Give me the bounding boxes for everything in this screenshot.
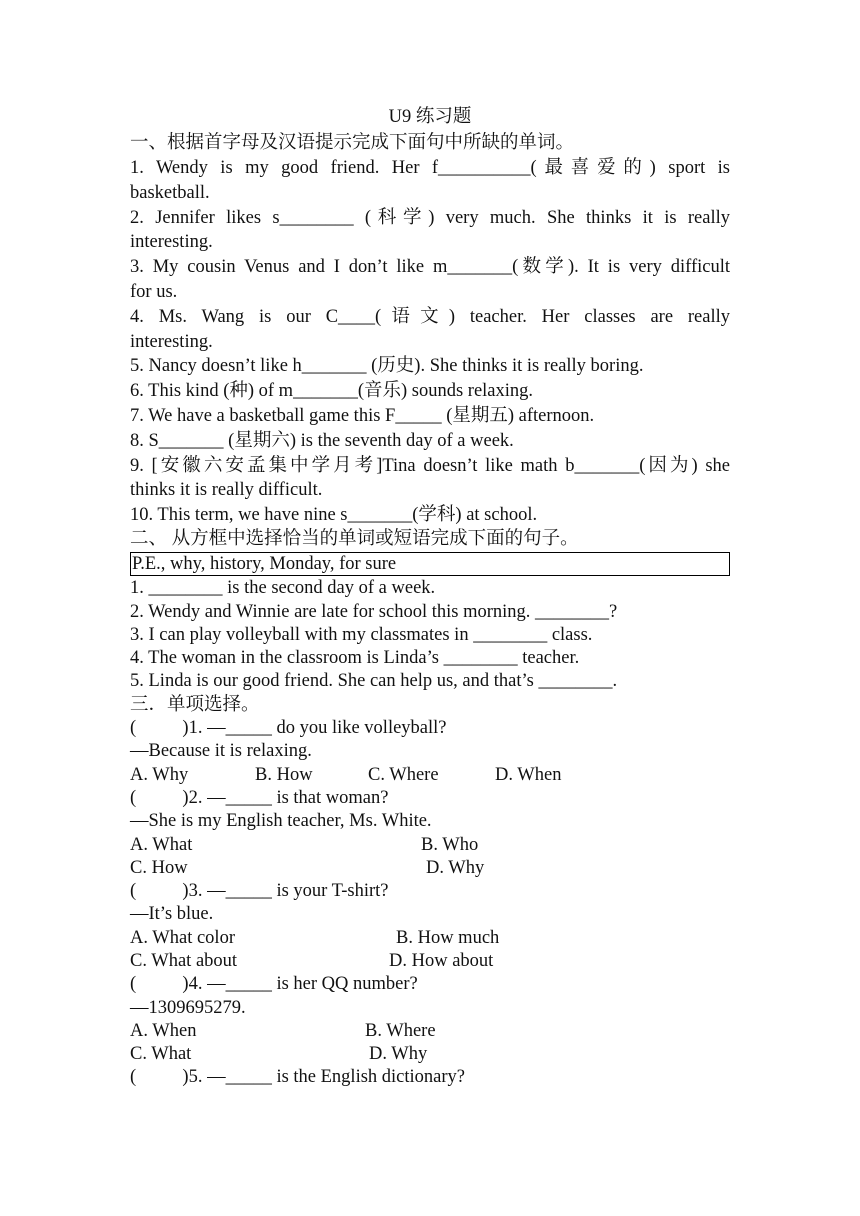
fill-in-item: 4. Ms. Wang is our C____(语文) teacher. Her classes are really — [130, 306, 730, 327]
box-sentence-item: 5. Linda is our good friend. She can help us, and that’s ________. — [130, 671, 618, 692]
section-2 — [130, 528, 730, 694]
fill-in-item: 7. We have a basketball game this F_____ (星期五) afternoon. — [130, 405, 595, 426]
mc-options-row — [130, 1043, 730, 1066]
mc-question: ( )2. —_____ is that woman? — [130, 787, 389, 808]
mc-question: ( )4. —_____ is her QQ number? — [130, 974, 418, 995]
mc-option: B. Where — [365, 1020, 436, 1041]
fill-in-item-continuation: thinks it is really difficult. — [130, 480, 323, 501]
mc-answer: —Because it is relaxing. — [130, 741, 312, 762]
box-sentence-item: 3. I can play volleyball with my classmates in ________ class. — [130, 624, 593, 645]
mc-answer: —She is my English teacher, Ms. White. — [130, 811, 432, 832]
mc-question: ( )3. —_____ is your T-shirt? — [130, 881, 389, 902]
mc-option: A. What — [130, 834, 193, 855]
mc-options-row — [130, 950, 730, 973]
box-sentence-item: 1. ________ is the second day of a week. — [130, 578, 436, 599]
mc-option: B. How — [255, 764, 313, 785]
box-sentence-item: 4. The woman in the classroom is Linda’s ________ teacher. — [130, 648, 580, 669]
mc-option: D. Why — [369, 1044, 428, 1065]
page-title: U9 练习题 — [388, 107, 472, 127]
mc-options-row — [130, 834, 730, 857]
mc-option: B. Who — [421, 834, 479, 855]
mc-question: ( )1. —_____ do you like volleyball? — [130, 718, 447, 739]
mc-option: D. Why — [426, 857, 485, 878]
fill-in-item: 2. Jennifer likes s________ (科学) very much. She thinks it is really — [130, 207, 730, 228]
fill-in-item: 9. [安徽六安孟集中学月考]Tina doesn’t like math b_______(因为) she — [130, 455, 730, 476]
mc-question: ( )5. —_____ is the English dictionary? — [130, 1067, 466, 1088]
mc-option: C. What — [130, 1044, 192, 1065]
mc-option: D. How about — [389, 951, 494, 971]
mc-option: C. Where — [368, 764, 439, 785]
box-sentence-item: 2. Wendy and Winnie are late for school this morning. ________? — [130, 601, 618, 622]
mc-option: D. When — [495, 764, 562, 785]
mc-answer: —It’s blue. — [130, 904, 214, 925]
fill-in-item: 6. This kind (种) of m_______(音乐) sounds relaxing. — [130, 381, 534, 402]
word-box: P.E., why, history, Monday, for sure — [130, 552, 730, 576]
mc-option: A. What color — [130, 927, 235, 948]
section-2-heading: 二、 从方框中选择恰当的单词或短语完成下面的句子。 — [130, 528, 579, 549]
mc-option: C. How — [130, 857, 188, 878]
fill-in-item: 5. Nancy doesn’t like h_______ (历史). She thinks it is really boring. — [130, 356, 644, 377]
fill-in-item-continuation: for us. — [130, 281, 178, 302]
mc-answer: —1309695279. — [130, 997, 246, 1018]
fill-in-item: 1. Wendy is my good friend. Her f__________(最喜爱的) sport is — [130, 158, 730, 178]
mc-option: A. When — [130, 1020, 197, 1041]
fill-in-item-continuation: interesting. — [130, 331, 213, 352]
section-3 — [130, 694, 730, 1090]
mc-option: A. Why — [130, 764, 189, 785]
fill-in-item: 8. S_______ (星期六) is the seventh day of a week. — [130, 430, 514, 451]
mc-options-row — [130, 764, 730, 787]
fill-in-item-continuation: basketball. — [130, 182, 210, 203]
section-3-heading: 三．单项选择。 — [130, 694, 260, 715]
mc-option: B. How much — [396, 927, 500, 948]
mc-options-row — [130, 927, 730, 950]
mc-options-row — [130, 857, 730, 880]
fill-in-item: 10. This term, we have nine s_______(学科) at school. — [130, 505, 538, 526]
section-1-heading: 一、根据首字母及汉语提示完成下面句中所缺的单词。 — [130, 133, 575, 153]
mc-options-row — [130, 1020, 730, 1043]
worksheet — [130, 104, 730, 1090]
section-1 — [130, 130, 730, 528]
fill-in-item-continuation: interesting. — [130, 232, 213, 253]
fill-in-item: 3. My cousin Venus and I don’t like m_______(数学). It is very difficult — [130, 257, 730, 278]
mc-option: C. What about — [130, 951, 238, 971]
